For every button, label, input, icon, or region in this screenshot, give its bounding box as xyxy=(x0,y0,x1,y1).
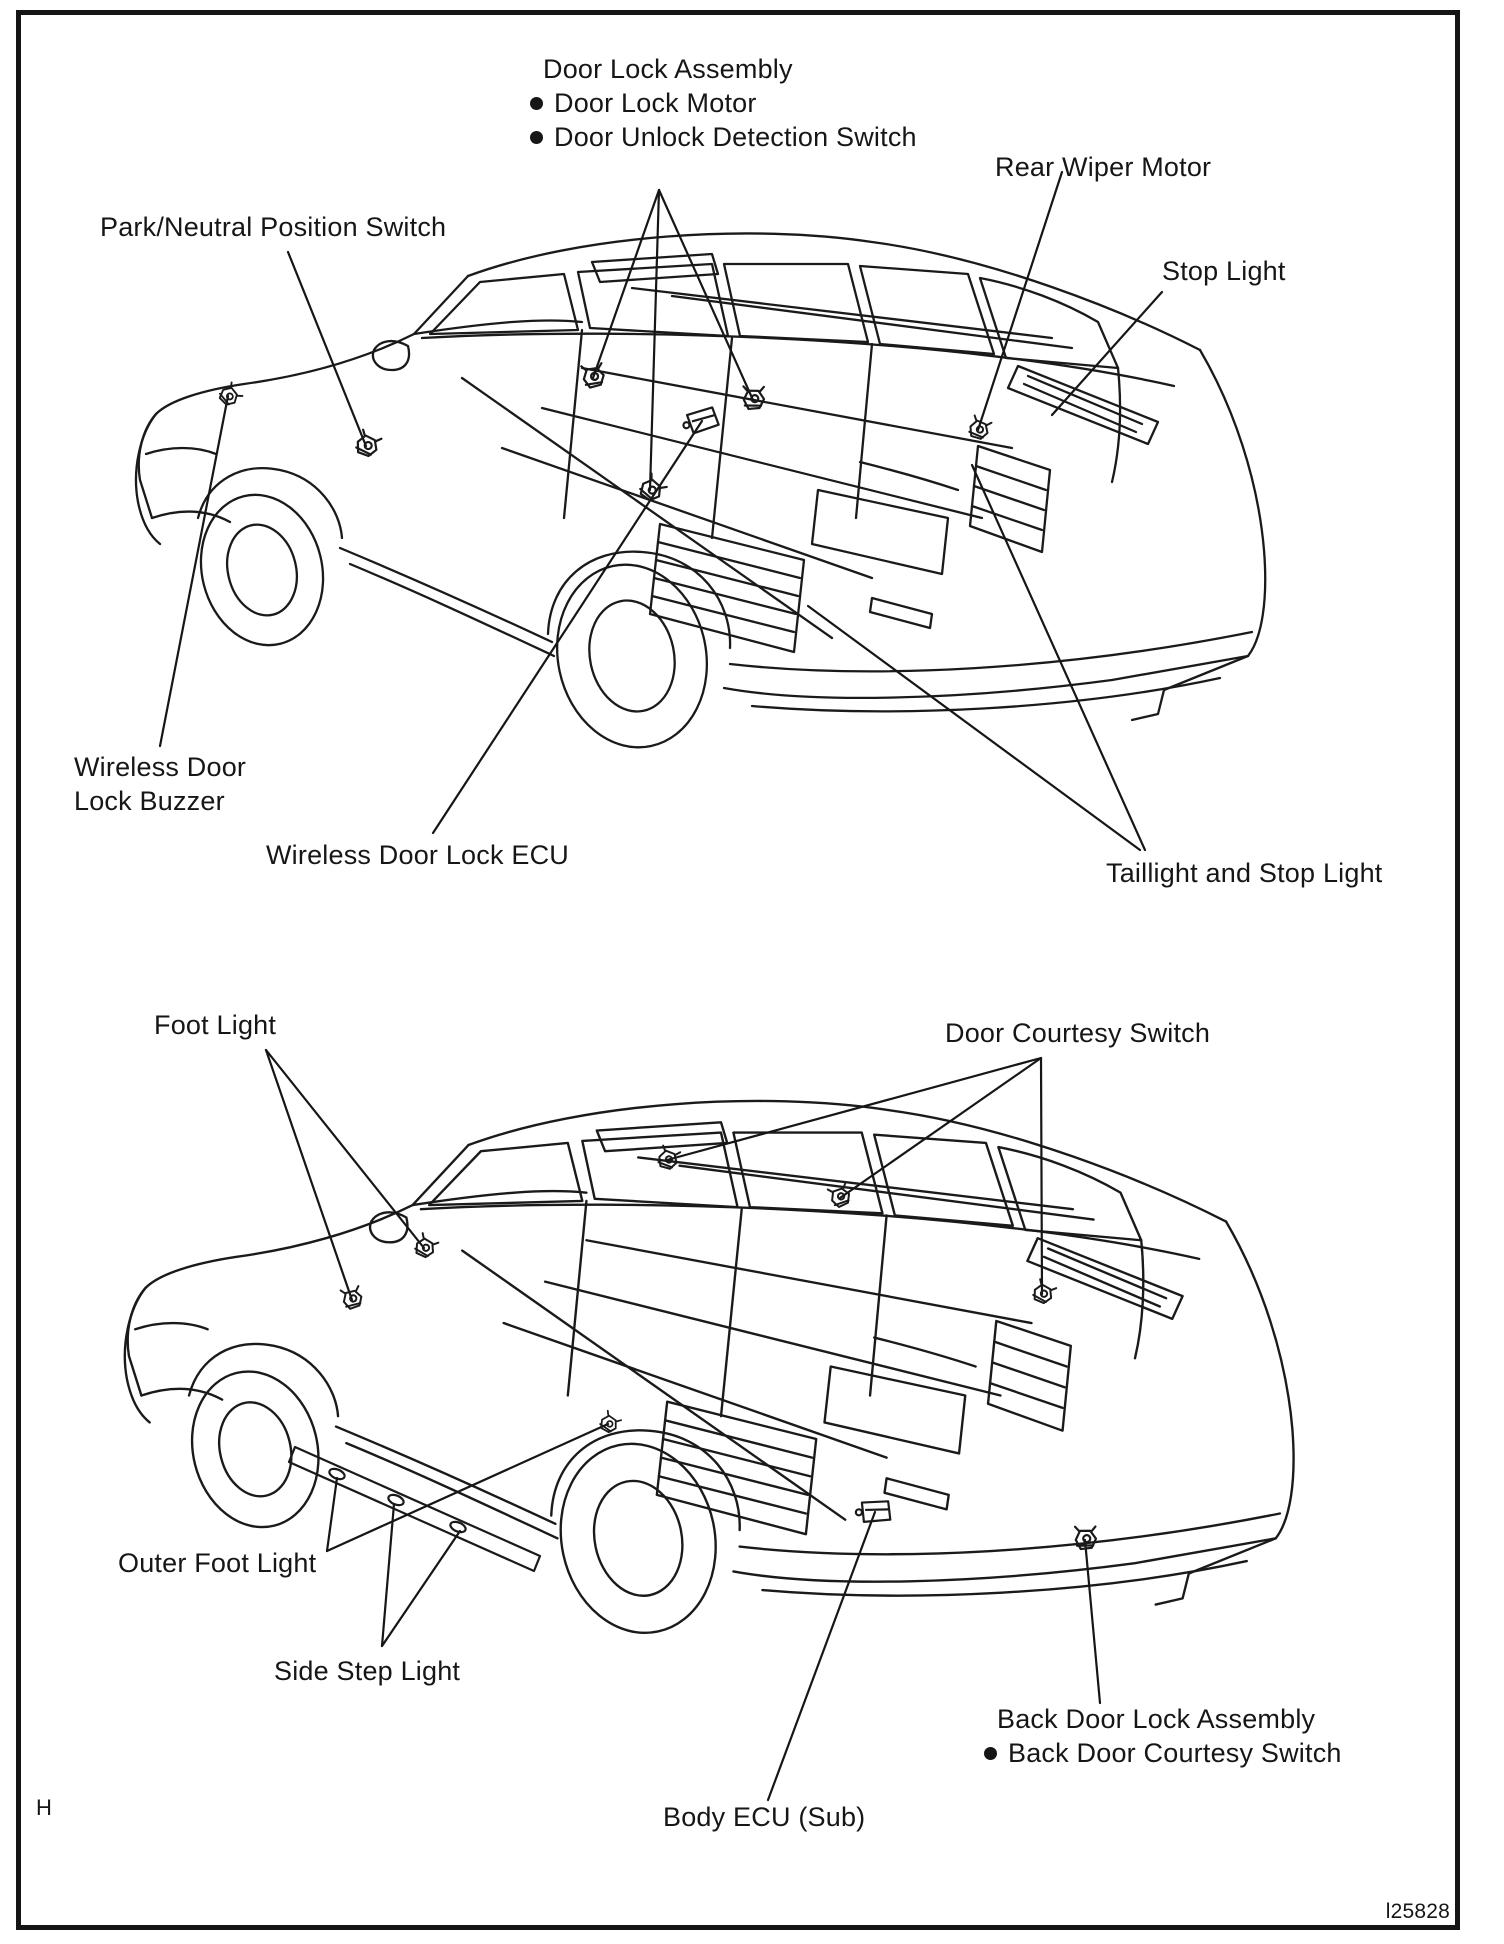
label-side-step-light: Side Step Light xyxy=(274,1656,461,1686)
label-wireless-door-lock-buzzer-line1: Wireless Door xyxy=(74,752,247,782)
label-park-neutral-position-switch: Park/Neutral Position Switch xyxy=(100,212,447,242)
leader-door-lock-assembly-1 xyxy=(593,190,659,378)
leader-back-door-lock-assembly xyxy=(1085,1540,1100,1703)
label-door-courtesy-switch: Door Courtesy Switch xyxy=(945,1018,1211,1048)
leader-door-courtesy-switch-2 xyxy=(840,1058,1041,1198)
figure-code: l25828 xyxy=(1385,1900,1450,1923)
label-door-lock-motor: Door Lock Motor xyxy=(554,88,757,118)
label-wireless-door-lock-ecu: Wireless Door Lock ECU xyxy=(266,840,569,870)
leader-door-courtesy-switch-3 xyxy=(1041,1058,1042,1294)
label-back-door-lock-assembly xyxy=(984,1702,1342,1770)
suv-phantom-view-top xyxy=(136,233,1265,761)
leader-door-lock-assembly-2 xyxy=(650,190,659,490)
page-letter: H xyxy=(36,1795,53,1820)
label-rear-wiper-motor: Rear Wiper Motor xyxy=(995,152,1212,182)
leader-rear-wiper-motor xyxy=(978,172,1062,430)
label-body-ecu-sub: Body ECU (Sub) xyxy=(663,1802,866,1832)
leader-outer-foot-light-1 xyxy=(327,1478,337,1551)
leader-stop-light xyxy=(1052,292,1162,415)
bullet-icon xyxy=(530,131,543,144)
label-back-door-lock-assembly-title: Back Door Lock Assembly xyxy=(997,1704,1316,1734)
label-back-door-courtesy-switch: Back Door Courtesy Switch xyxy=(1008,1738,1342,1768)
label-wireless-door-lock-buzzer xyxy=(74,750,246,818)
label-foot-light: Foot Light xyxy=(154,1010,277,1040)
leader-taillight-2 xyxy=(972,465,1145,850)
label-door-lock-assembly xyxy=(530,52,917,154)
leader-side-step-light-2 xyxy=(382,1531,460,1646)
leader-outer-foot-light-2 xyxy=(327,1424,608,1551)
label-stop-light: Stop Light xyxy=(1162,256,1286,286)
leader-body-ecu-sub xyxy=(768,1512,875,1800)
label-outer-foot-light: Outer Foot Light xyxy=(118,1548,317,1578)
leader-door-courtesy-switch-1 xyxy=(667,1058,1041,1160)
bullet-icon xyxy=(984,1747,997,1760)
leader-foot-light-1 xyxy=(266,1050,424,1248)
label-door-unlock-detection-switch: Door Unlock Detection Switch xyxy=(554,122,917,152)
leader-park-neutral-position-switch xyxy=(288,252,366,446)
leader-foot-light-2 xyxy=(266,1050,352,1300)
label-door-lock-assembly-title: Door Lock Assembly xyxy=(543,54,793,84)
side-step-board-art xyxy=(289,1447,540,1571)
label-taillight-and-stop-light: Taillight and Stop Light xyxy=(1106,858,1383,888)
bullet-icon xyxy=(530,97,543,110)
label-wireless-door-lock-buzzer-line2: Lock Buzzer xyxy=(74,786,225,816)
